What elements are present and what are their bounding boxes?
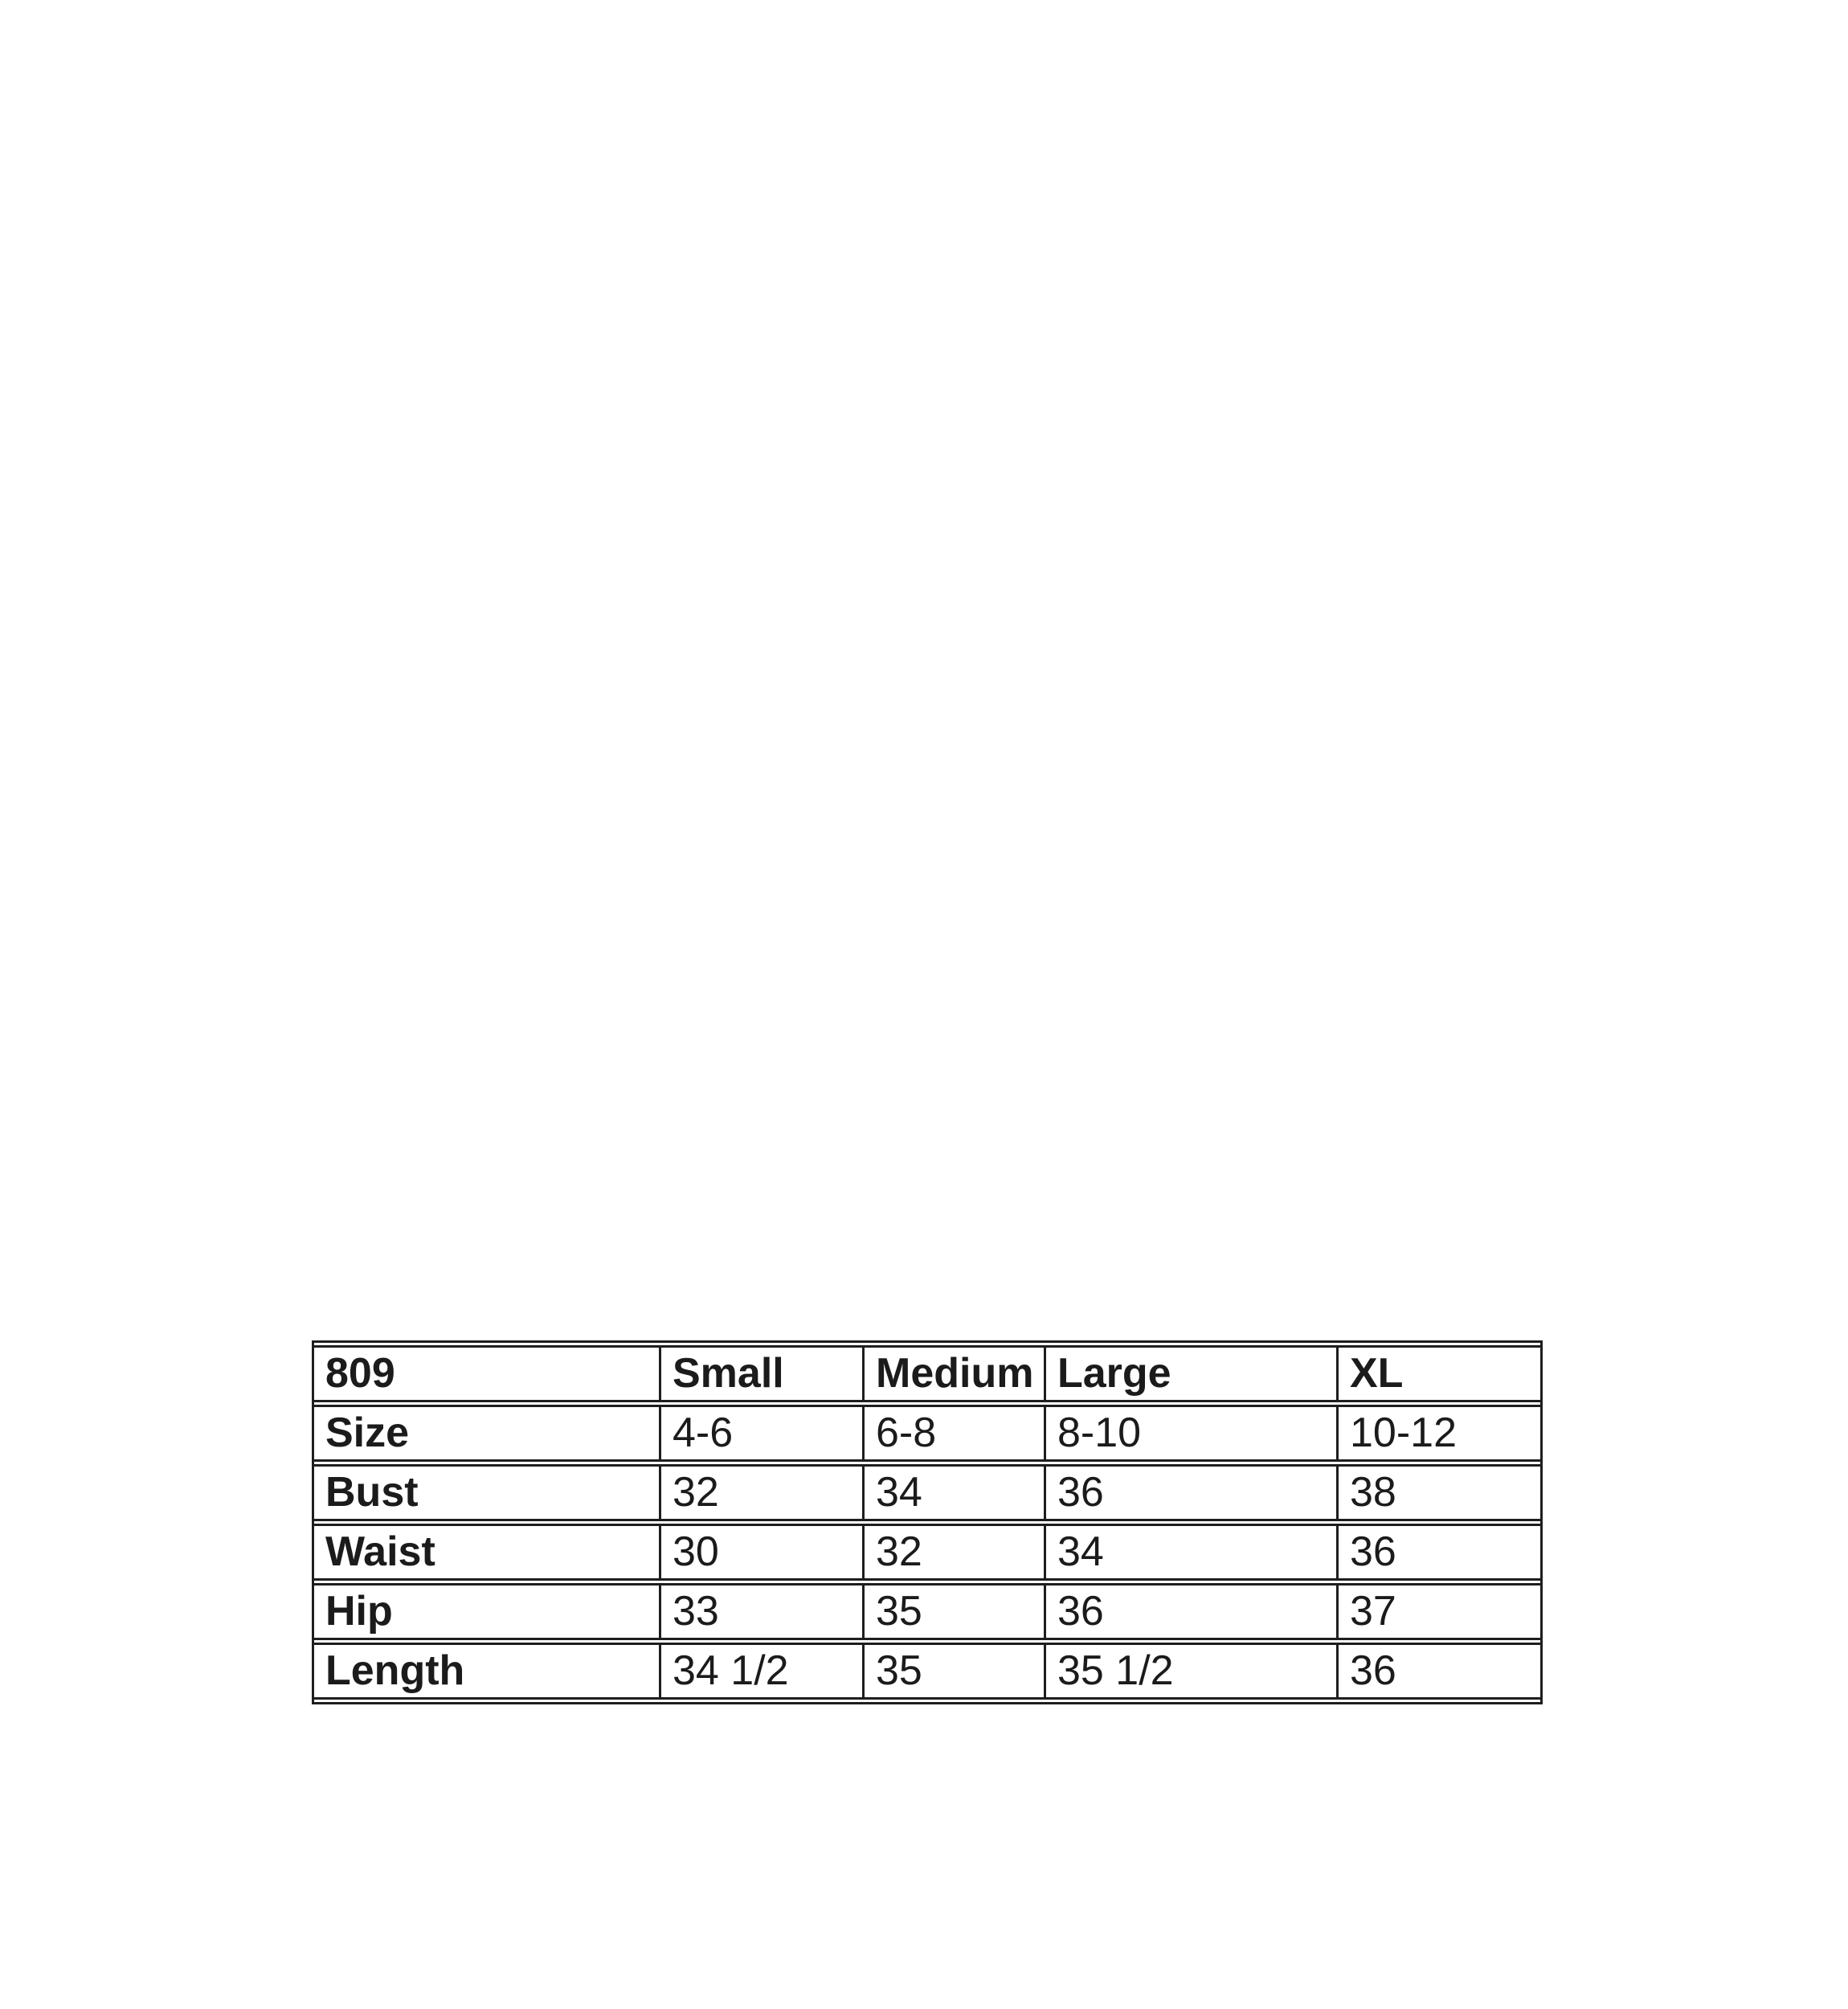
waist-xl-value: 36 [1336,1524,1540,1581]
bust-large-value: 36 [1044,1464,1336,1521]
waist-small-value: 30 [659,1524,862,1581]
row-label-bust: Bust [314,1464,659,1521]
header-cell-style-number: 809 [314,1345,659,1402]
length-xl-value: 36 [1336,1643,1540,1700]
bust-xl-value: 38 [1336,1464,1540,1521]
waist-large-value: 34 [1044,1524,1336,1581]
row-label-waist: Waist [314,1524,659,1581]
length-medium-value: 35 [862,1643,1044,1700]
size-medium-value: 6-8 [862,1405,1044,1462]
hip-small-value: 33 [659,1583,862,1640]
table-row-size [314,1405,1540,1462]
waist-medium-value: 32 [862,1524,1044,1581]
table-row-bust [314,1464,1540,1521]
size-small-value: 4-6 [659,1405,862,1462]
length-small-value: 34 1/2 [659,1643,862,1700]
header-cell-large: Large [1044,1345,1336,1402]
hip-medium-value: 35 [862,1583,1044,1640]
row-label-size: Size [314,1405,659,1462]
header-cell-small: Small [659,1345,862,1402]
hip-large-value: 36 [1044,1583,1336,1640]
size-chart-header-row [314,1345,1540,1402]
size-xl-value: 10-12 [1336,1405,1540,1462]
bust-medium-value: 34 [862,1464,1044,1521]
size-large-value: 8-10 [1044,1405,1336,1462]
bust-small-value: 32 [659,1464,862,1521]
header-cell-xl: XL [1336,1345,1540,1402]
header-cell-medium: Medium [862,1345,1044,1402]
table-row-waist [314,1524,1540,1581]
row-label-hip: Hip [314,1583,659,1640]
row-label-length: Length [314,1643,659,1700]
size-chart-table [312,1340,1543,1704]
hip-xl-value: 37 [1336,1583,1540,1640]
length-large-value: 35 1/2 [1044,1643,1336,1700]
table-row-length [314,1643,1540,1700]
table-row-hip [314,1583,1540,1640]
